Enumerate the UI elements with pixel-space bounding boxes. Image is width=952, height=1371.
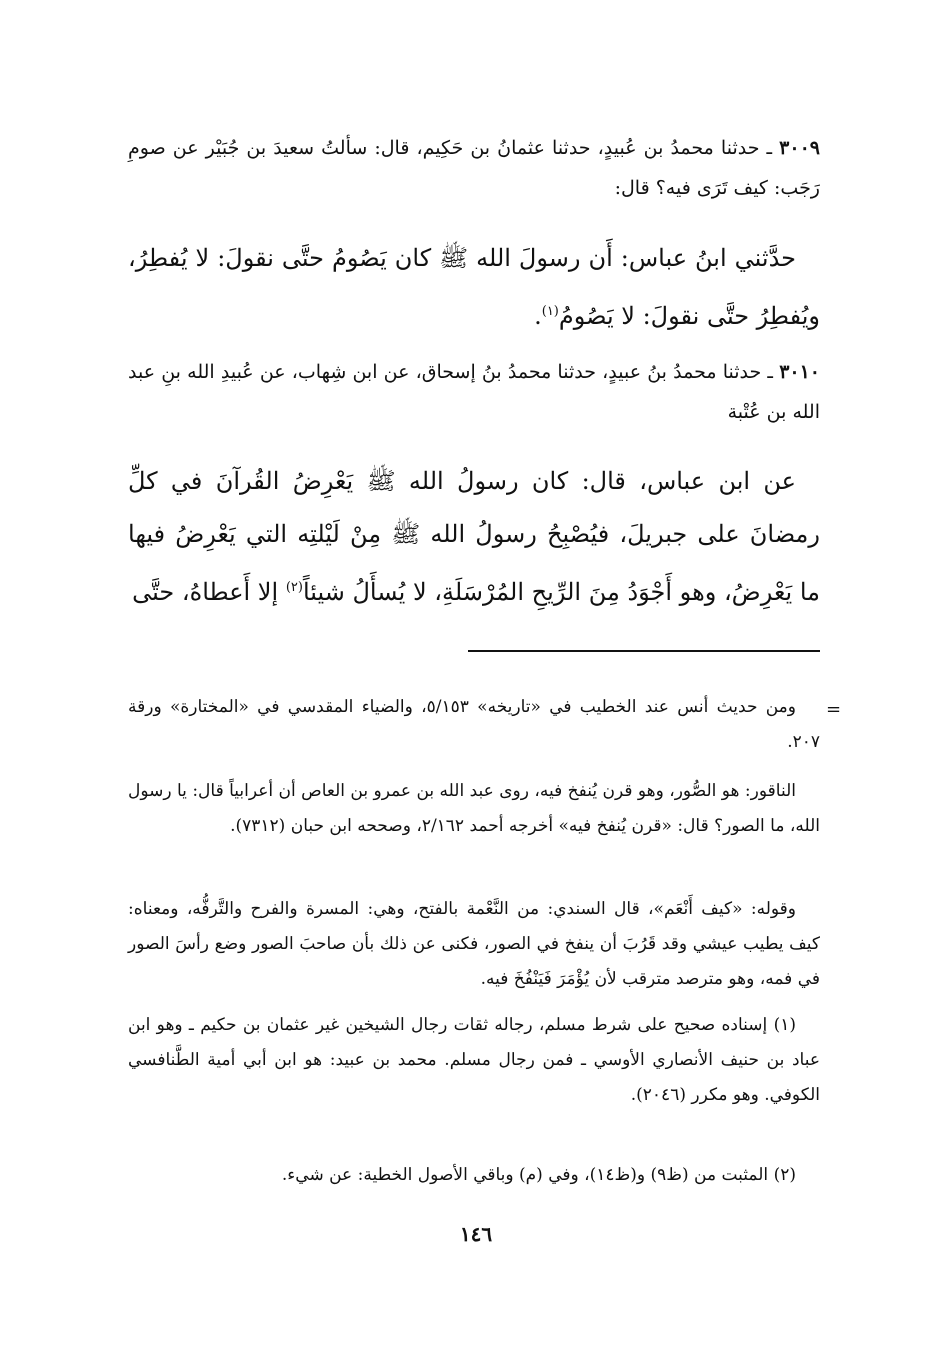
hadith-3009-isnad-text: ـ حدثنا محمدُ بن عُبيدٍ، حدثنا عثمانُ بن حَكِيم، قال: سألتُ سعيدَ بن جُبَيْر عن صومِ رَجَب: كيف تَرَى فيه؟ قال:	[128, 137, 820, 199]
footnote-2-label: (٢)	[773, 1165, 796, 1185]
footnote-1-text: إسناده صحيح على شرط مسلم، رجاله ثقات رجال الشيخين غير عثمان بن حكيم ـ وهو ابن عباد بن حنيف الأنصاري الأوسي ـ فمن رجال مسلم. محمد بن عبيد: هو ابن أبي أمية الطَّنافسي الكوفي. وهو مكرر (٢٠٤٦).	[128, 1015, 820, 1105]
hadith-3010-isnad-text: ـ حدثنا محمدُ بنُ عبيدٍ، حدثنا محمدُ بنُ إسحاق، عن ابن شِهاب، عن عُبيدِ الله بنِ عبد الله بن عُتْبة	[128, 361, 820, 423]
footnote-divider	[468, 650, 820, 652]
hadith-3010-matn-before: عن ابن عباس، قال: كان رسولُ الله ﷺ يَعْرِضُ القُرآنَ في كلِّ رمضانَ على جبريلَ، فيُصْبِحُ رسولُ الله ﷺ مِنْ لَيْلتِه التي يَعْرِضُ فيها ما يَعْرِضُ، وهو أَجْوَدُ مِنَ الرِّيحِ المُرْسَلَةِ، لا يُسأَلُ شيئاً	[128, 467, 821, 606]
hadith-3010-matn	[128, 455, 820, 619]
footnote-2-text: المثبت من (ظ٩) و(ظ١٤)، وفي (م) وباقي الأصول الخطية: عن شيء.	[281, 1165, 769, 1185]
footnote-1-label: (١)	[773, 1015, 796, 1035]
continuation-mark: =	[826, 699, 842, 720]
footnote-kayfa	[128, 892, 820, 997]
hadith-3010-matn-after: إلا أَعطاهُ، حتَّى	[132, 578, 279, 606]
hadith-3009-number: ٣٠٠٩	[779, 137, 820, 159]
footnote-1	[128, 1008, 820, 1113]
hadith-3009-matn	[128, 232, 820, 343]
footnote-kayfa-text: وقوله: «كيف أَنْعَم»، قال السندي: من النَّعْمة بالفتح، وهي: المسرة والفرح والتَّرفُّه، ومعناه: كيف يطيب عيشي وقد قَرُبَ أن ينفخ في الصور، فكنى عن ذلك بأن صاحبَ الصور وضع رأسَ الصور في فمه، وهو مترصد مترقب لأن يُؤْمَرَ فَيَنْفُخَ فيه.	[128, 899, 820, 989]
footnote-ref-2: (٢)	[285, 580, 303, 595]
hadith-3010-number: ٣٠١٠	[779, 361, 821, 383]
footnote-2	[128, 1158, 820, 1193]
hadith-3010-isnad	[128, 352, 820, 432]
footnote-continuation-text: ومن حديث أنس عند الخطيب في «تاريخه» ٥/١٥٣، والضياء المقدسي في «المختارة» ورقة ٢٠٧.	[128, 697, 820, 752]
hadith-3009-matn-text: حدَّثني ابنُ عباس: أَن رسولَ الله ﷺ كان يَصُومُ حتَّى نقولَ: لا يُفطِرُ، ويُفطِرُ حتَّى نقولَ: لا يَصُومُ	[128, 244, 820, 330]
footnote-continuation	[128, 690, 820, 760]
hadith-3009-end: .	[534, 302, 542, 330]
footnote-naqur-text: الناقور: هو الصُّور، وهو قرن يُنفخ فيه، روى عبد الله بن عمرو بن العاص أن أعرابياً قال: يا رسول الله، ما الصور؟ قال: «قرن يُنفخ فيه» أخرجه أحمد ٢/١٦٢، وصححه ابن حبان (٧٣١٢).	[128, 781, 820, 836]
footnote-ref-1: (١)	[541, 304, 559, 319]
footnote-naqur	[128, 774, 820, 844]
hadith-3009-isnad	[128, 128, 820, 208]
page-number: ١٤٦	[459, 1222, 493, 1246]
